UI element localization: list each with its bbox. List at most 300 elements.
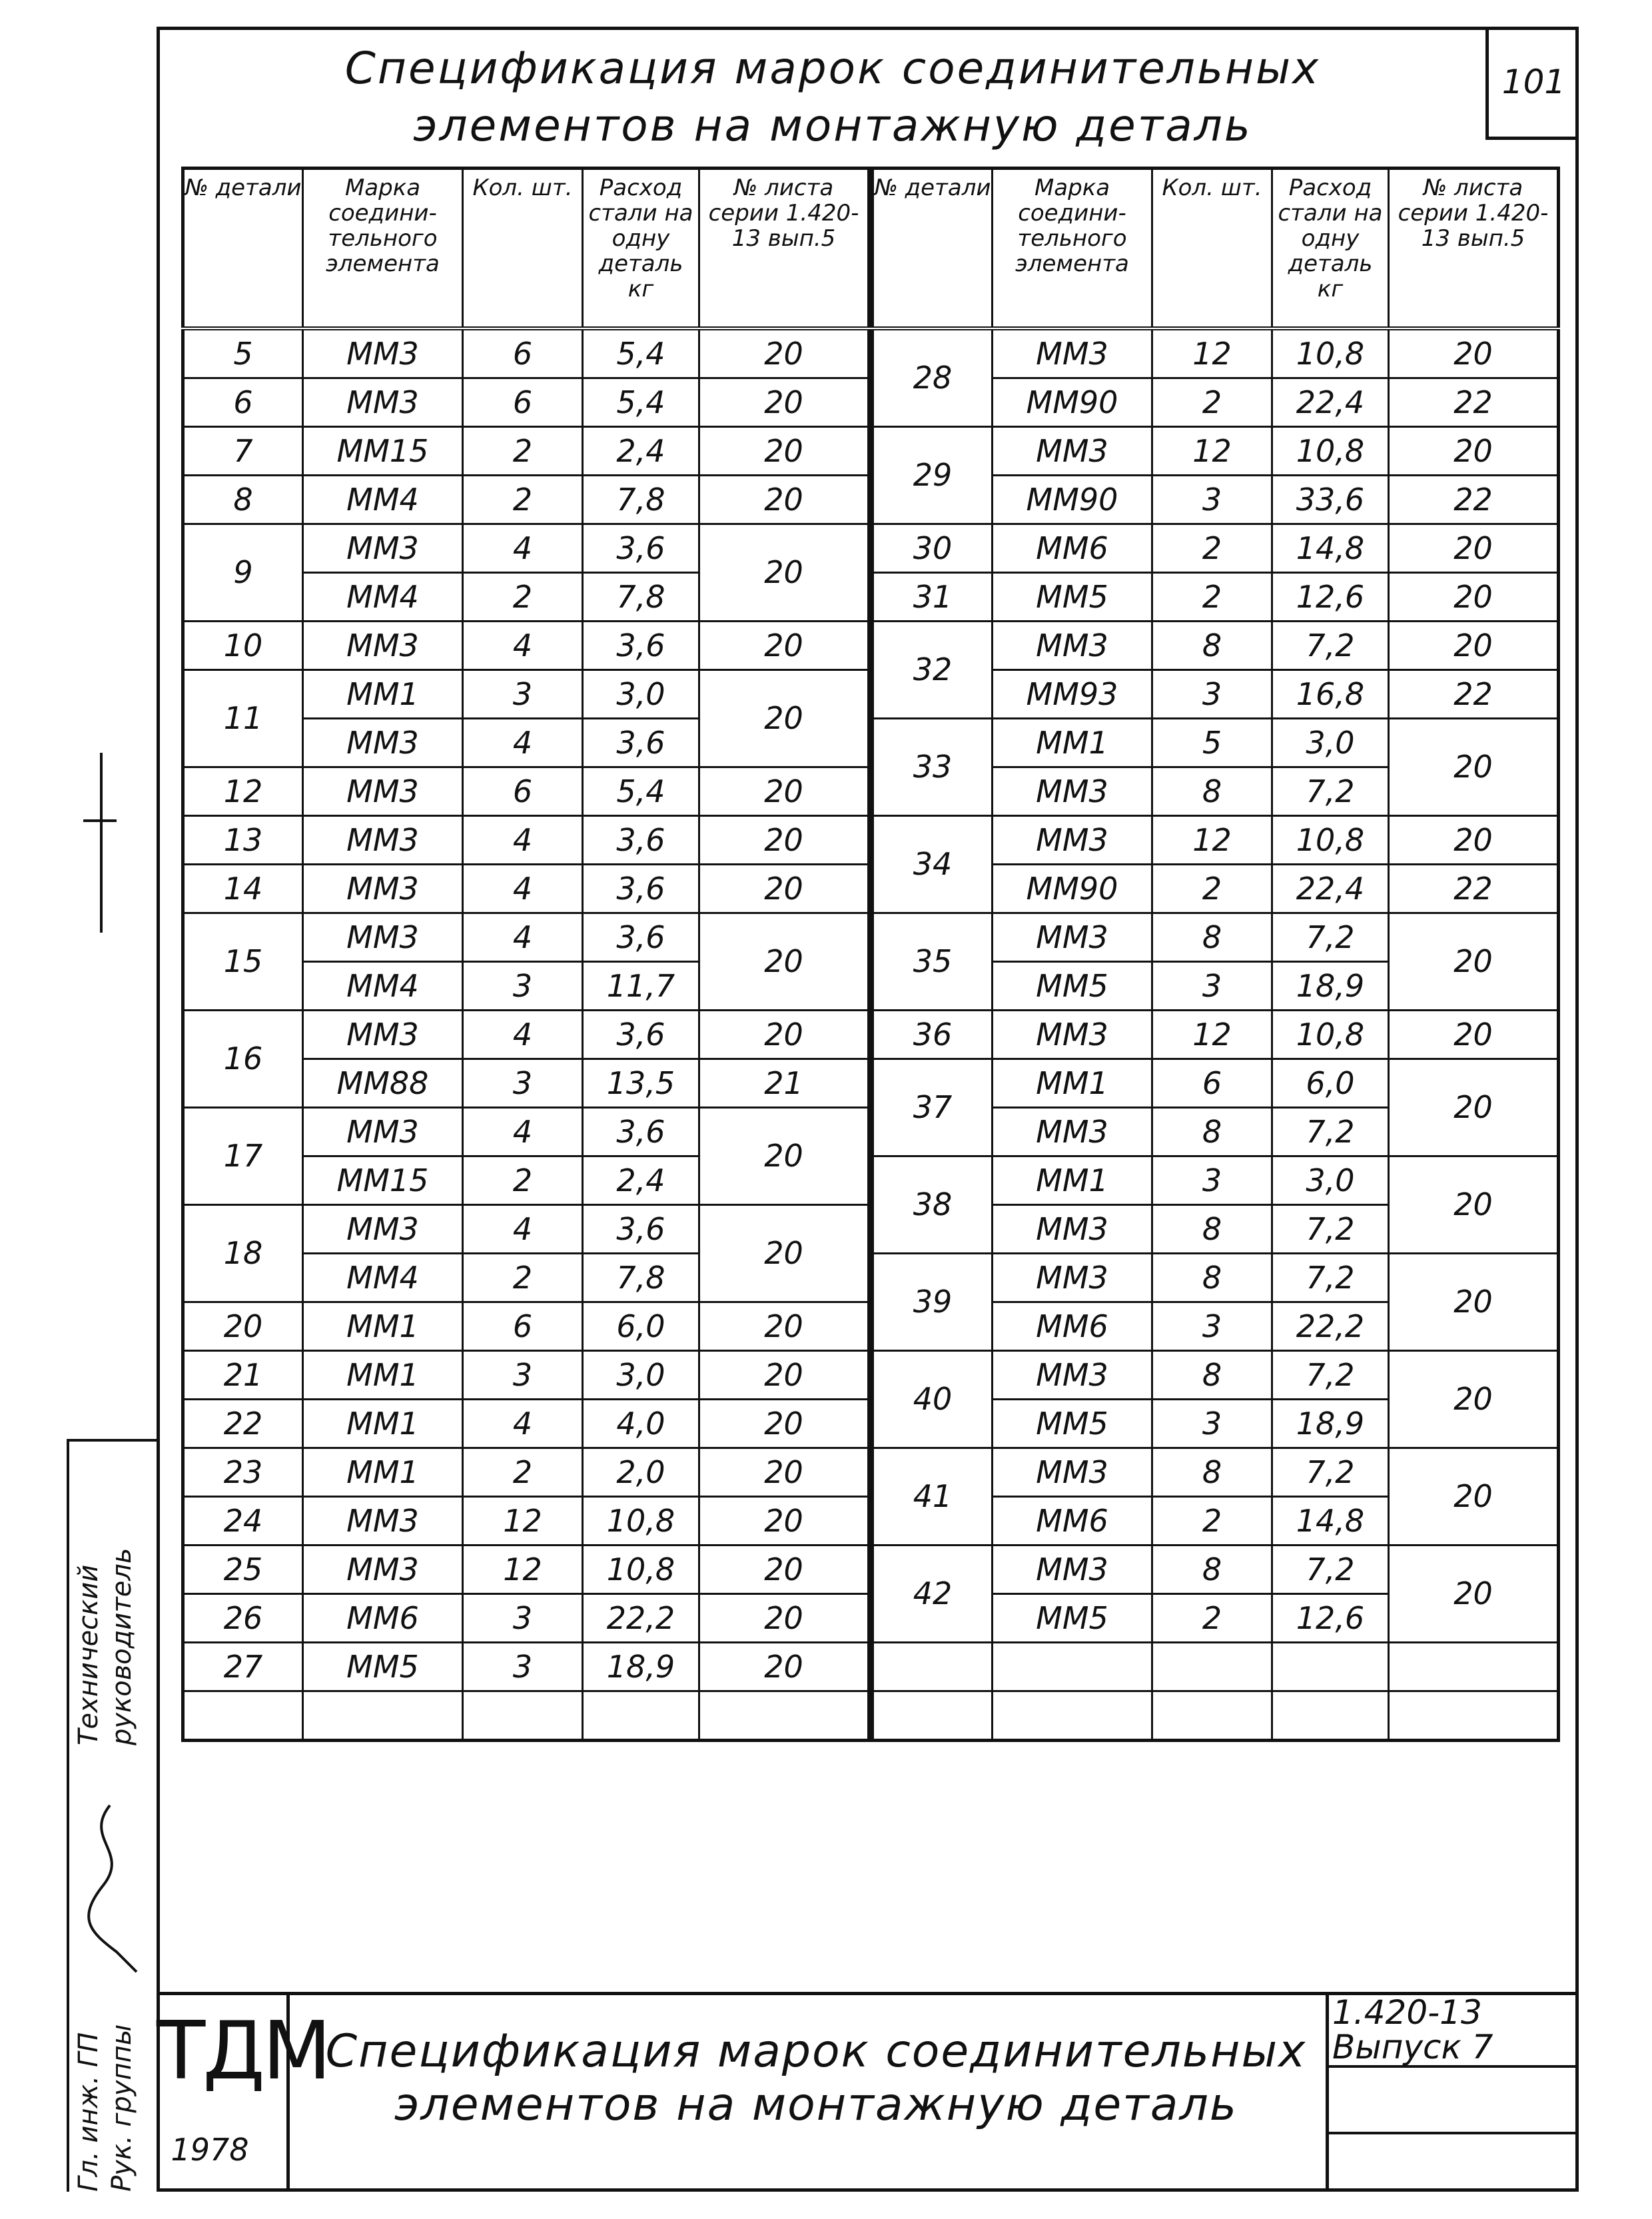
cell-mark: ММ15	[303, 426, 463, 475]
header-mark: Марка соедини-тельного элемента	[993, 169, 1152, 328]
table-row	[873, 1156, 1559, 1204]
header-sheet: № листа серии 1.420-13 вып.5	[1389, 169, 1559, 328]
table-row	[873, 1448, 1559, 1496]
cell-qty: 3	[463, 961, 583, 1010]
cell-part: 15	[183, 913, 303, 1010]
cell-qty: 4	[463, 524, 583, 572]
cell-qty: 3	[463, 1642, 583, 1691]
series-code-number: 1.420-13	[1332, 1993, 1482, 2032]
cell-steel: 7,2	[1272, 1448, 1389, 1496]
cell-qty: 2	[463, 1253, 583, 1302]
cell-qty: 4	[463, 864, 583, 913]
cell-mark: ММ90	[993, 864, 1152, 913]
table-row	[873, 426, 1559, 475]
header-part-no: № детали	[183, 169, 303, 328]
cell-steel: 14,8	[1272, 1496, 1389, 1545]
cell-steel: 3,6	[583, 1107, 699, 1156]
empty-cell	[183, 1691, 303, 1740]
margin-note: руководитель	[107, 1548, 137, 1745]
cell-qty: 8	[1152, 1545, 1272, 1593]
table-row	[183, 913, 869, 961]
cell-steel: 3,6	[583, 524, 699, 572]
cell-sheet: 20	[699, 1642, 869, 1691]
cell-part: 33	[873, 718, 993, 815]
cell-part: 20	[183, 1302, 303, 1350]
cell-steel: 18,9	[583, 1642, 699, 1691]
series-code	[1332, 1995, 1572, 2064]
cell-qty: 8	[1152, 1448, 1272, 1496]
cell-steel: 7,8	[583, 475, 699, 524]
cell-mark: ММ4	[303, 1253, 463, 1302]
cell-qty: 3	[463, 669, 583, 718]
empty-cell	[303, 1691, 463, 1740]
cell-steel: 10,8	[583, 1545, 699, 1593]
cell-part: 30	[873, 524, 993, 572]
cell-part: 12	[183, 767, 303, 815]
cell-part: 8	[183, 475, 303, 524]
table-row	[183, 815, 869, 864]
table-row	[183, 1350, 869, 1399]
cell-qty: 3	[1152, 1302, 1272, 1350]
margin-note: Гл. инж. ГП	[73, 2032, 104, 2192]
cell-qty: 3	[1152, 1399, 1272, 1448]
cell-mark: ММ6	[993, 524, 1152, 572]
cell-mark: ММ15	[303, 1156, 463, 1204]
page-title-line1: Спецификация марок соединительных	[344, 43, 1321, 94]
cell-qty: 2	[1152, 1593, 1272, 1642]
cell-sheet: 20	[1389, 621, 1559, 669]
empty-cell	[993, 1691, 1152, 1740]
cell-steel: 7,8	[583, 1253, 699, 1302]
cell-sheet: 20	[699, 621, 869, 669]
organization-logo: ТДМ	[157, 2005, 329, 2098]
cell-qty: 2	[463, 1448, 583, 1496]
table-row-empty	[873, 1691, 1559, 1740]
table-row	[873, 621, 1559, 669]
cell-steel: 2,4	[583, 426, 699, 475]
cell-mark: ММ5	[993, 572, 1152, 621]
cell-qty: 4	[463, 815, 583, 864]
cell-part: 31	[873, 572, 993, 621]
cell-part: 35	[873, 913, 993, 1010]
header-qty: Кол. шт.	[463, 169, 583, 328]
cell-sheet: 20	[699, 669, 869, 767]
header-sheet: № листа серии 1.420-13 вып.5	[699, 169, 869, 328]
cell-part	[873, 1642, 993, 1691]
cell-mark: ММ3	[303, 815, 463, 864]
cell-qty: 12	[1152, 426, 1272, 475]
cell-sheet: 20	[1389, 572, 1559, 621]
page-title	[200, 40, 1465, 155]
cell-mark: ММ3	[993, 1350, 1152, 1399]
cell-sheet: 20	[699, 864, 869, 913]
cell-steel: 13,5	[583, 1059, 699, 1107]
cell-qty: 2	[463, 426, 583, 475]
cell-steel: 10,8	[583, 1496, 699, 1545]
cell-mark: ММ6	[303, 1593, 463, 1642]
stamp-year: 1978	[171, 2132, 249, 2168]
cell-mark: ММ3	[993, 621, 1152, 669]
cell-steel: 5,4	[583, 378, 699, 426]
cell-steel: 3,0	[583, 669, 699, 718]
cell-mark: ММ88	[303, 1059, 463, 1107]
header-part-no: № детали	[873, 169, 993, 328]
empty-cell	[1152, 1691, 1272, 1740]
cell-mark: ММ1	[303, 1302, 463, 1350]
cell-part: 18	[183, 1204, 303, 1302]
empty-cell	[873, 1691, 993, 1740]
cell-steel: 3,6	[583, 718, 699, 767]
cell-part: 10	[183, 621, 303, 669]
cell-sheet: 20	[699, 913, 869, 1010]
cell-sheet: 20	[699, 1496, 869, 1545]
table-row-empty	[183, 1691, 869, 1740]
cell-part: 5	[183, 328, 303, 378]
cell-steel: 7,2	[1272, 913, 1389, 961]
cell-steel: 3,0	[1272, 1156, 1389, 1204]
signature	[70, 1799, 150, 1985]
table-row	[183, 378, 869, 426]
cell-sheet: 22	[1389, 378, 1559, 426]
cell-sheet: 20	[1389, 718, 1559, 815]
cell-steel: 3,6	[583, 913, 699, 961]
cell-steel: 7,2	[1272, 1350, 1389, 1399]
spec-table-left-body	[183, 328, 869, 1741]
cell-qty: 3	[463, 1350, 583, 1399]
stamp-title-line2: элементов на монтажную деталь	[394, 2078, 1238, 2131]
cell-mark: ММ5	[993, 1399, 1152, 1448]
cell-sheet: 22	[1389, 669, 1559, 718]
cell-part: 11	[183, 669, 303, 767]
cell-steel: 7,2	[1272, 1545, 1389, 1593]
cell-sheet: 20	[1389, 1059, 1559, 1156]
cell-part: 38	[873, 1156, 993, 1253]
cell-mark: ММ1	[303, 1448, 463, 1496]
cell-mark: ММ3	[303, 378, 463, 426]
table-row	[873, 1253, 1559, 1302]
cell-mark: ММ1	[993, 1059, 1152, 1107]
cell-qty: 12	[1152, 1010, 1272, 1059]
cell-qty: 2	[1152, 864, 1272, 913]
cell-sheet: 22	[1389, 475, 1559, 524]
cell-qty: 2	[1152, 1496, 1272, 1545]
table-row	[873, 524, 1559, 572]
cell-steel: 22,4	[1272, 864, 1389, 913]
cell-sheet: 20	[699, 524, 869, 621]
cell-part: 25	[183, 1545, 303, 1593]
cell-mark: ММ3	[993, 1107, 1152, 1156]
margin-note: Рук. группы	[107, 2024, 137, 2192]
cell-mark: ММ6	[993, 1496, 1152, 1545]
cell-mark: ММ3	[303, 1010, 463, 1059]
cell-qty: 12	[1152, 815, 1272, 864]
table-row	[873, 1350, 1559, 1399]
cell-steel: 3,0	[583, 1350, 699, 1399]
cell-steel: 3,6	[583, 1204, 699, 1253]
cell-steel: 7,2	[1272, 767, 1389, 815]
cell-mark: ММ3	[993, 815, 1152, 864]
cell-qty: 4	[463, 1107, 583, 1156]
table-row	[183, 1302, 869, 1350]
cell-steel: 16,8	[1272, 669, 1389, 718]
table-row	[873, 1010, 1559, 1059]
cell-mark: ММ3	[303, 718, 463, 767]
cell-mark: ММ3	[303, 1496, 463, 1545]
cell-qty: 3	[1152, 1156, 1272, 1204]
cell-qty: 4	[463, 718, 583, 767]
cell-steel: 6,0	[583, 1302, 699, 1350]
cell-part: 27	[183, 1642, 303, 1691]
cell-part: 40	[873, 1350, 993, 1448]
cell-steel: 5,4	[583, 328, 699, 378]
table-row	[183, 621, 869, 669]
cell-mark: ММ3	[303, 913, 463, 961]
cell-mark: ММ3	[993, 1448, 1152, 1496]
cell-steel: 7,2	[1272, 1107, 1389, 1156]
cell-part: 28	[873, 328, 993, 427]
cell-mark: ММ90	[993, 378, 1152, 426]
cell-steel: 10,8	[1272, 328, 1389, 378]
table-row	[183, 1545, 869, 1593]
cell-sheet: 20	[699, 1010, 869, 1059]
cell-sheet: 20	[1389, 815, 1559, 864]
cell-sheet	[1389, 1642, 1559, 1691]
margin-mark	[100, 753, 103, 933]
header-steel: Расход стали на одну деталь кг	[583, 169, 699, 328]
cell-steel: 10,8	[1272, 426, 1389, 475]
cell-mark: ММ3	[303, 1107, 463, 1156]
cell-mark: ММ1	[303, 1350, 463, 1399]
spec-table-left	[181, 167, 871, 1742]
cell-qty: 3	[1152, 961, 1272, 1010]
cell-mark: ММ3	[993, 1545, 1152, 1593]
table-row	[183, 864, 869, 913]
cell-steel: 12,6	[1272, 1593, 1389, 1642]
cell-mark: ММ1	[993, 1156, 1152, 1204]
cell-mark: ММ3	[303, 621, 463, 669]
table-row	[183, 1204, 869, 1253]
table-row	[183, 524, 869, 572]
cell-mark: ММ5	[993, 961, 1152, 1010]
table-row	[183, 1593, 869, 1642]
cell-qty: 5	[1152, 718, 1272, 767]
cell-sheet: 20	[699, 1399, 869, 1448]
table-row	[183, 1642, 869, 1691]
cell-steel: 22,4	[1272, 378, 1389, 426]
cell-qty: 4	[463, 1010, 583, 1059]
empty-cell	[463, 1691, 583, 1740]
cell-sheet: 20	[1389, 524, 1559, 572]
cell-part: 7	[183, 426, 303, 475]
cell-part: 42	[873, 1545, 993, 1642]
cell-qty: 12	[463, 1496, 583, 1545]
cell-mark: ММ3	[993, 1253, 1152, 1302]
cell-mark: ММ5	[303, 1642, 463, 1691]
cell-mark: ММ3	[303, 1545, 463, 1593]
spec-table-right-body	[873, 328, 1559, 1741]
table-row	[183, 1448, 869, 1496]
cell-steel: 10,8	[1272, 1010, 1389, 1059]
cell-mark: ММ3	[993, 767, 1152, 815]
margin-note: Технический	[73, 1564, 104, 1745]
cell-qty: 8	[1152, 1107, 1272, 1156]
cell-qty: 12	[1152, 328, 1272, 378]
table-row	[873, 1059, 1559, 1107]
cell-steel: 33,6	[1272, 475, 1389, 524]
table-row	[183, 1010, 869, 1059]
cell-mark: ММ1	[303, 1399, 463, 1448]
table-row	[183, 1496, 869, 1545]
cell-qty: 4	[463, 1399, 583, 1448]
cell-part: 9	[183, 524, 303, 621]
cell-sheet: 20	[699, 1593, 869, 1642]
cell-part: 14	[183, 864, 303, 913]
cell-steel: 3,6	[583, 815, 699, 864]
table-row	[183, 426, 869, 475]
cell-qty: 3	[1152, 475, 1272, 524]
cell-mark: ММ3	[993, 913, 1152, 961]
cell-steel: 22,2	[1272, 1302, 1389, 1350]
header-mark: Марка соедини-тельного элемента	[303, 169, 463, 328]
cell-steel: 11,7	[583, 961, 699, 1010]
cell-qty: 2	[463, 572, 583, 621]
cell-sheet: 20	[1389, 1448, 1559, 1545]
cell-mark: ММ3	[993, 1204, 1152, 1253]
cell-qty	[1152, 1642, 1272, 1691]
cell-steel: 6,0	[1272, 1059, 1389, 1107]
cell-part: 34	[873, 815, 993, 913]
cell-sheet: 20	[699, 378, 869, 426]
cell-mark: ММ3	[303, 328, 463, 378]
cell-part: 16	[183, 1010, 303, 1107]
table-row	[873, 328, 1559, 378]
cell-sheet: 20	[1389, 1350, 1559, 1448]
cell-qty: 6	[463, 328, 583, 378]
cell-qty: 2	[463, 475, 583, 524]
cell-part: 29	[873, 426, 993, 524]
cell-qty: 8	[1152, 913, 1272, 961]
cell-qty: 4	[463, 1204, 583, 1253]
cell-mark: ММ5	[993, 1593, 1152, 1642]
cell-steel: 7,2	[1272, 1204, 1389, 1253]
cell-steel: 18,9	[1272, 961, 1389, 1010]
cell-mark: ММ1	[993, 718, 1152, 767]
cell-qty: 6	[463, 767, 583, 815]
stamp-title	[306, 2025, 1326, 2132]
cell-qty: 8	[1152, 621, 1272, 669]
cell-sheet: 20	[1389, 913, 1559, 1010]
cell-qty: 2	[1152, 378, 1272, 426]
table-row	[183, 328, 869, 378]
cell-sheet: 20	[699, 1350, 869, 1399]
empty-cell	[1389, 1691, 1559, 1740]
table-row	[183, 669, 869, 718]
cell-part: 26	[183, 1593, 303, 1642]
cell-sheet: 20	[699, 1448, 869, 1496]
cell-mark: ММ93	[993, 669, 1152, 718]
cell-qty: 6	[1152, 1059, 1272, 1107]
cell-steel: 10,8	[1272, 815, 1389, 864]
cell-steel: 7,2	[1272, 621, 1389, 669]
cell-sheet: 20	[699, 1107, 869, 1204]
cell-steel: 3,0	[1272, 718, 1389, 767]
cell-mark: ММ3	[993, 1010, 1152, 1059]
cell-qty: 2	[1152, 524, 1272, 572]
cell-mark: ММ4	[303, 475, 463, 524]
cell-part: 36	[873, 1010, 993, 1059]
cell-sheet: 20	[699, 1302, 869, 1350]
cell-mark: ММ3	[993, 426, 1152, 475]
margin-mark	[83, 819, 117, 822]
cell-sheet: 20	[1389, 1010, 1559, 1059]
cell-qty: 3	[463, 1059, 583, 1107]
empty-cell	[1272, 1691, 1389, 1740]
cell-part: 6	[183, 378, 303, 426]
cell-part: 23	[183, 1448, 303, 1496]
cell-mark: ММ3	[993, 328, 1152, 378]
cell-sheet: 20	[1389, 1253, 1559, 1350]
cell-steel: 5,4	[583, 767, 699, 815]
cell-steel: 7,2	[1272, 1253, 1389, 1302]
cell-part: 37	[873, 1059, 993, 1156]
cell-part: 39	[873, 1253, 993, 1350]
cell-qty: 3	[463, 1593, 583, 1642]
cell-qty: 2	[1152, 572, 1272, 621]
cell-sheet: 20	[699, 328, 869, 378]
cell-qty: 6	[463, 378, 583, 426]
header-qty: Кол. шт.	[1152, 169, 1272, 328]
cell-qty: 4	[463, 913, 583, 961]
cell-part: 21	[183, 1350, 303, 1399]
empty-cell	[699, 1691, 869, 1740]
table-row	[183, 1107, 869, 1156]
cell-sheet: 20	[699, 475, 869, 524]
spec-table-right	[871, 167, 1560, 1742]
cell-sheet: 22	[1389, 864, 1559, 913]
cell-mark: ММ3	[303, 864, 463, 913]
stamp-title-line1: Спецификация марок соединительных	[325, 2025, 1307, 2078]
table-row	[183, 475, 869, 524]
cell-part: 32	[873, 621, 993, 718]
cell-steel: 3,6	[583, 864, 699, 913]
empty-cell	[583, 1691, 699, 1740]
stamp-divider	[1326, 2132, 1579, 2134]
cell-steel: 2,0	[583, 1448, 699, 1496]
cell-sheet: 21	[699, 1059, 869, 1107]
cell-steel: 7,8	[583, 572, 699, 621]
cell-sheet: 20	[1389, 328, 1559, 378]
cell-mark	[993, 1642, 1152, 1691]
table-row	[183, 767, 869, 815]
cell-qty: 8	[1152, 1350, 1272, 1399]
cell-mark: ММ1	[303, 669, 463, 718]
cell-qty: 8	[1152, 1253, 1272, 1302]
series-issue: Выпуск 7	[1332, 2028, 1493, 2066]
cell-sheet: 20	[699, 815, 869, 864]
cell-sheet: 20	[699, 767, 869, 815]
table-row	[873, 1642, 1559, 1691]
cell-mark: ММ3	[303, 767, 463, 815]
cell-steel: 2,4	[583, 1156, 699, 1204]
cell-part: 22	[183, 1399, 303, 1448]
table-row	[873, 718, 1559, 767]
cell-mark: ММ6	[993, 1302, 1152, 1350]
cell-sheet: 20	[699, 1204, 869, 1302]
cell-steel: 22,2	[583, 1593, 699, 1642]
cell-qty: 8	[1152, 1204, 1272, 1253]
cell-sheet: 20	[1389, 426, 1559, 475]
cell-steel: 4,0	[583, 1399, 699, 1448]
